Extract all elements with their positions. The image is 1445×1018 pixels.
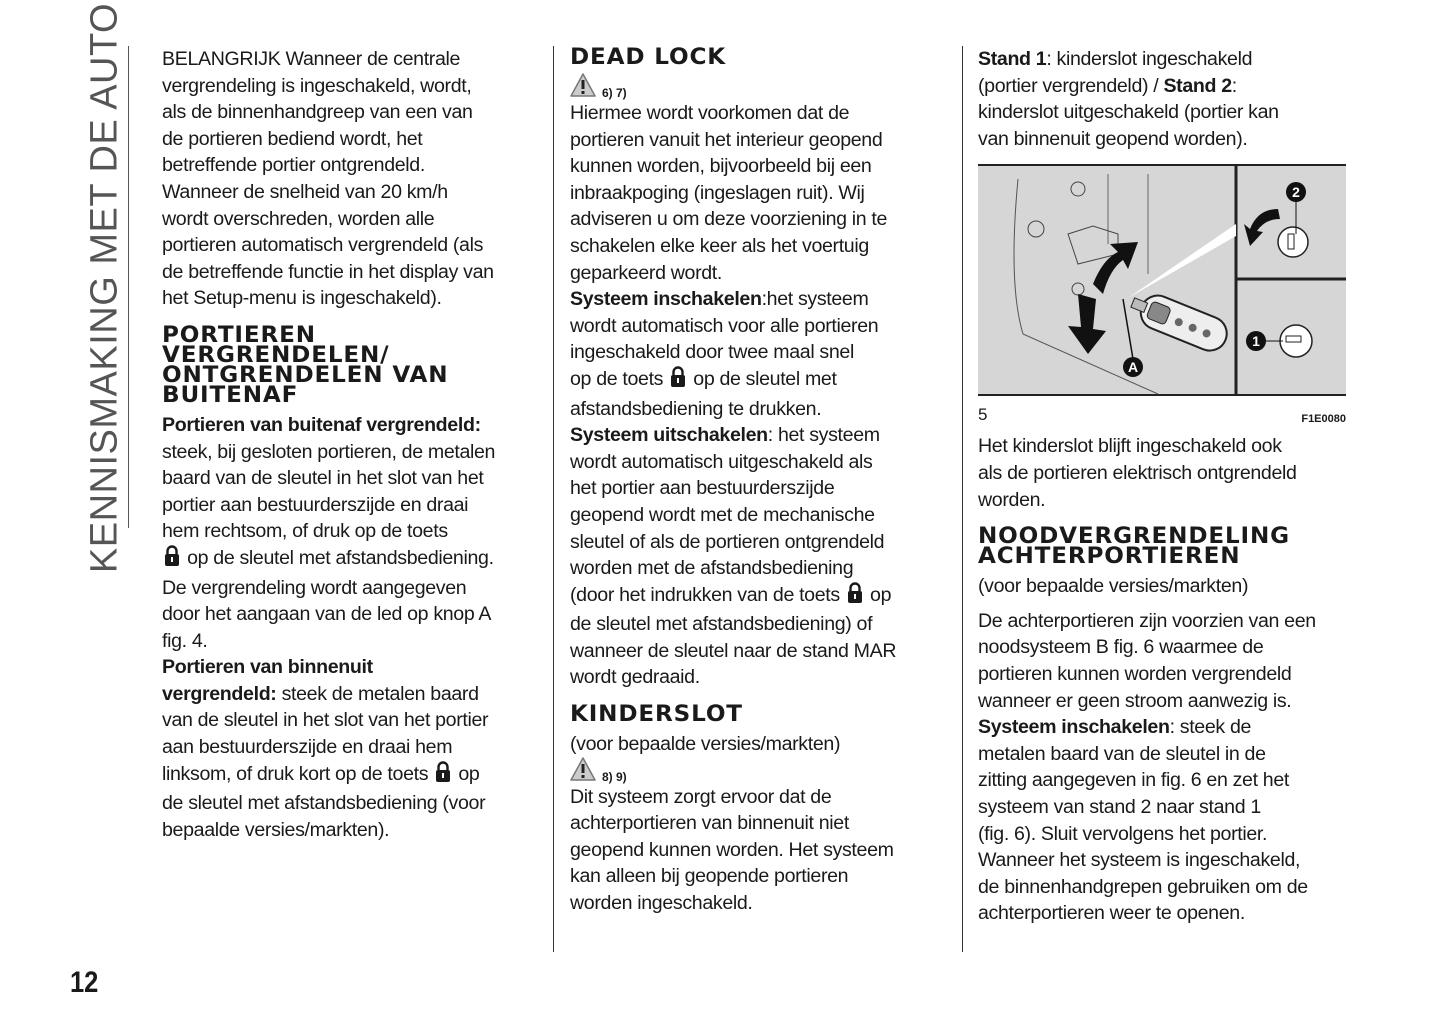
column-1 <box>162 46 547 843</box>
paragraph <box>978 573 1358 600</box>
warning-reference <box>570 74 950 100</box>
child-lock-illustration <box>978 164 1346 401</box>
text: op de sleutel met afstandsbediening) of wanneer de sleutel naar de stand MAR wordt gedraaid. <box>570 583 897 689</box>
lock-button-icon <box>847 582 863 612</box>
page-number: 12 <box>70 966 99 999</box>
warning-icon <box>570 73 596 100</box>
column-divider <box>962 46 963 952</box>
paragraph <box>570 100 950 691</box>
text: : het systeem wordt automatisch uitgeschakeld als het portier aan bestuurderszijde geopend wordt met de mechanische sleutel of als de portieren ontgrendeld worden met de afstandsbediening (door het indrukken van de toets <box>570 424 885 606</box>
bold-text: Systeem inschakelen <box>978 716 1170 739</box>
bold-text: Systeem uitschakelen <box>570 424 768 447</box>
bold-text: Portieren van binnenuit vergrendeld: <box>162 656 373 705</box>
chapter-divider <box>128 46 129 528</box>
column-3 <box>978 46 1358 927</box>
text: Dit systeem zorgt ervoor dat de achterportieren van binnenuit niet geopend kunnen worden. Het systeem kan alleen bij geopende portieren worden ingeschakeld. <box>570 785 894 915</box>
warning-refs: 6) 7) <box>602 86 627 100</box>
chapter-title <box>80 2 130 574</box>
paragraph <box>570 784 950 917</box>
text: De achterportieren zijn voorzien van een noodsysteem B fig. 6 waarmee de portieren kunnen worden vergrendeld wanneer er geen stroom aanwezig is. <box>978 609 1316 712</box>
warning-reference <box>570 758 950 784</box>
column-2 <box>570 46 950 917</box>
section-heading: NOODVERGRENDELING ACHTERPORTIEREN <box>978 524 1290 570</box>
bold-text: Portieren van buitenaf vergrendeld: <box>162 413 481 436</box>
paragraph <box>570 731 950 758</box>
bold-text: Stand 2 <box>1163 74 1232 97</box>
text: (voor bepaalde versies/markten) <box>570 733 841 756</box>
text: op de sleutel met afstandsbediening (voor bepaalde versies/markten). <box>162 762 486 841</box>
paragraph <box>978 46 1358 152</box>
figure-label-2: 2 <box>1292 184 1300 201</box>
text: steek de metalen baard van de sleutel in het slot van het portier aan bestuurderszijde en draai hem linksom, of druk kort op de toets <box>162 682 489 785</box>
chapter-title-text: KENNISMAKING MET DE AUTO <box>83 2 126 574</box>
figure-code: F1E0080 <box>1301 413 1346 426</box>
text: Het kinderslot blijft ingeschakeld ook als de portieren elektrisch ontgrendeld worden. <box>978 435 1297 511</box>
bold-text: Systeem inschakelen <box>570 288 762 311</box>
text: BELANGRIJK Wanneer de centrale vergrendeling is ingeschakeld, wordt, als de binnenhandgreep van een van de portieren bediend wordt, het betreffende portier ontgrendeld. Wanneer de snelheid van 20 km/h wordt overschreden, worden alle portieren automatisch vergrendeld (als de betreffende functie in het display van het Setup-menu is ingeschakeld). <box>162 48 494 310</box>
paragraph <box>162 46 547 312</box>
figure-number: 5 <box>978 405 988 425</box>
paragraph <box>978 608 1358 927</box>
text: Hiermee wordt voorkomen dat de portieren vanuit het interieur geopend kunnen worden, bijvoorbeeld bij een inbraakpoging (ingeslagen ruit). Wij adviseren u om deze voorziening in te schakelen elke keer als het voertuig geparkeerd wordt. <box>570 102 888 284</box>
section-heading: PORTIEREN VERGRENDELEN/ ONTGRENDELEN VAN BUITENAF <box>162 322 449 408</box>
text: (voor bepaalde versies/markten) <box>978 575 1249 598</box>
text: :het systeem wordt automatisch voor alle portieren ingeschakeld door twee maal snel op de toets <box>570 288 879 390</box>
bold-text: Stand 1 <box>978 48 1047 70</box>
section-heading: KINDERSLOT <box>570 702 743 728</box>
column-divider <box>553 46 554 952</box>
section-heading: DEAD LOCK <box>570 45 727 70</box>
text: : kinderslot uitgeschakeld (portier kan van binnenuit geopend worden). <box>978 74 1279 150</box>
lock-button-icon <box>435 761 451 791</box>
warning-refs: 8) 9) <box>602 769 627 784</box>
figure-label-1: 1 <box>1252 333 1260 350</box>
text: op de sleutel met afstandsbediening. De vergrendeling wordt aangegeven door het aangaan van de led op knop A fig. 4. <box>162 546 494 652</box>
text: op de sleutel met afstandsbediening te drukken. <box>570 367 837 420</box>
warning-icon <box>570 757 596 784</box>
text: steek, bij gesloten portieren, de metalen baard van de sleutel in het slot van het portier aan bestuurderszijde en draai hem rechtsom, of druk op de toets <box>162 440 496 543</box>
text: : steek de metalen baard van de sleutel in de zitting aangegeven in fig. 6 en zet het systeem van stand 2 naar stand 1 (fig. 6). Sluit vervolgens het portier. Wanneer het systeem is ingeschakeld, de binnenhandgrepen gebruiken om de achterportieren weer te openen. <box>978 716 1308 925</box>
lock-button-icon <box>670 366 686 396</box>
paragraph <box>978 433 1358 513</box>
figure-label-a: A <box>1127 359 1139 376</box>
text: : kinderslot ingeschakeld (portier vergrendeld) / <box>978 48 1253 97</box>
lock-button-icon <box>164 545 180 575</box>
paragraph <box>162 412 547 844</box>
figure-child-lock <box>978 164 1346 425</box>
